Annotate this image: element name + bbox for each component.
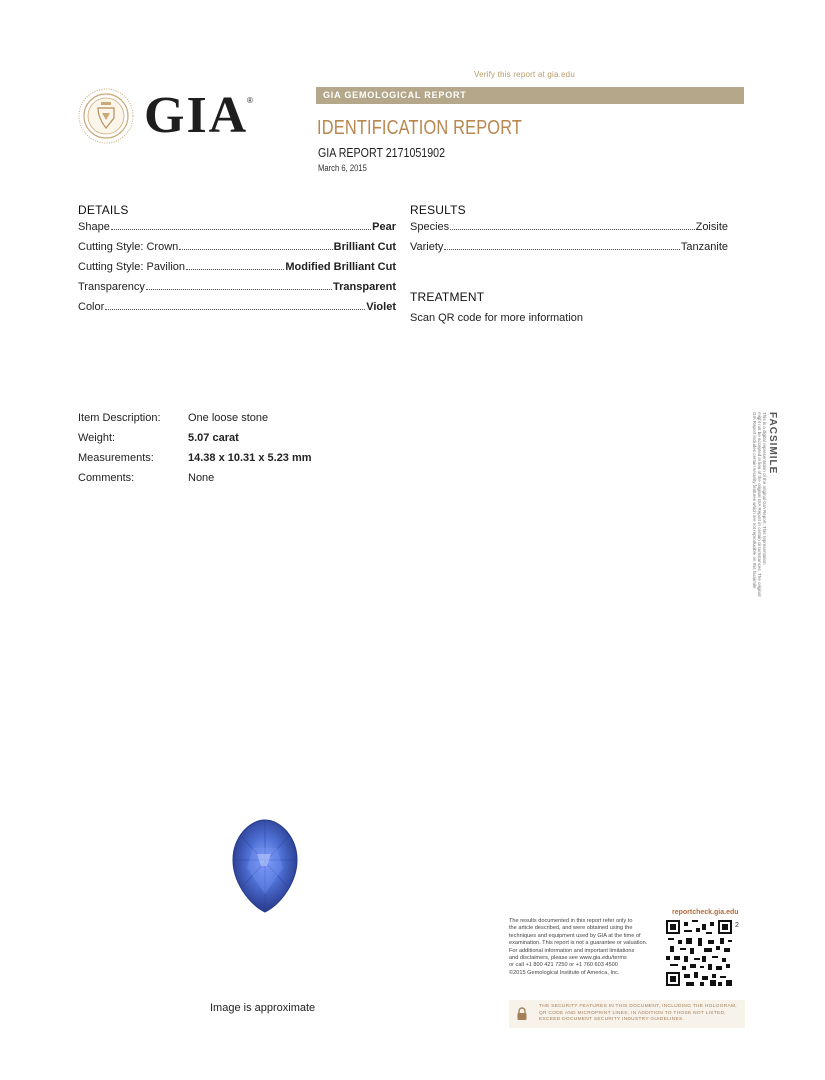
facsimile-line-1: This is a digital representation of the original GIA Report. This representation xyxy=(762,412,767,565)
treatment-text: Scan QR code for more information xyxy=(410,312,584,324)
facsimile-line-2: might not be accepted in lieu of the original GIA Report in certain circumstances. The original xyxy=(757,412,762,597)
treatment-heading: TREATMENT xyxy=(410,290,485,304)
registered-mark: ® xyxy=(247,96,253,105)
legal-line: For additional information and important limitations xyxy=(509,947,635,954)
qr-version-number: 2 xyxy=(735,922,739,929)
legal-line: the article described, and were obtained using the xyxy=(509,925,633,932)
security-notice-text: THE SECURITY FEATURES IN THIS DOCUMENT, INCLUDING THE HOLOGRAM, QR CODE AND MICROPRINT LINES, IN ADDITION TO THOSE NOT LISTED, EXCEED DOCUMENT SECURITY INDUSTRY GUIDELINES. xyxy=(539,1004,737,1023)
details-row-color: Color Violet xyxy=(78,301,396,313)
details-section xyxy=(78,203,396,321)
item-row-comments: Comments: None xyxy=(78,472,215,484)
report-title: IDENTIFICATION REPORT xyxy=(317,117,523,139)
legal-line: examination. This report is not a guarantee or valuation. xyxy=(509,940,648,947)
item-info xyxy=(78,412,312,492)
legal-line: techniques and equipment used by GIA at the time of xyxy=(509,932,641,939)
gia-seal-icon xyxy=(78,88,134,144)
facsimile-line-3: GIA Report includes certain security features which are not reproducible on this facsimile xyxy=(752,412,757,589)
security-notice xyxy=(509,1000,745,1028)
facsimile-word: FACSIMILE xyxy=(767,412,778,475)
legal-line: ©2015 Gemological Institute of America, Inc. xyxy=(509,969,620,976)
item-row-description: Item Description: One loose stone xyxy=(78,412,269,424)
verify-link-text[interactable]: Verify this report at gia.edu xyxy=(474,70,575,79)
results-section xyxy=(410,203,728,261)
report-type-bar xyxy=(316,87,744,104)
legal-line: or call +1 800 421 7250 or +1 760 603 4500 xyxy=(509,962,618,969)
results-heading: RESULTS xyxy=(410,203,466,217)
lock-icon xyxy=(515,1007,529,1021)
details-row-pavilion: Cutting Style: Pavilion Modified Brilliant Cut xyxy=(78,261,396,273)
legal-disclaimer xyxy=(509,918,663,977)
report-number: GIA REPORT 2171051902 xyxy=(318,145,446,160)
qr-code-icon[interactable] xyxy=(666,920,732,986)
reportcheck-link[interactable]: reportcheck.gia.edu xyxy=(672,909,739,916)
legal-line: The results documented in this report refer only to xyxy=(509,918,633,924)
image-caption: Image is approximate xyxy=(210,1002,316,1014)
facsimile-notice xyxy=(752,412,778,692)
item-row-measurements: Measurements: 14.38 x 10.31 x 5.23 mm xyxy=(78,452,312,464)
item-row-weight: Weight: 5.07 carat xyxy=(78,432,239,444)
details-row-shape: Shape Pear xyxy=(78,221,396,233)
treatment-section xyxy=(410,290,730,324)
report-type-label: GIA GEMOLOGICAL REPORT xyxy=(323,90,467,100)
details-heading: DETAILS xyxy=(78,203,129,217)
results-row-variety: Variety Tanzanite xyxy=(410,241,728,253)
report-date: March 6, 2015 xyxy=(318,163,367,173)
results-row-species: Species Zoisite xyxy=(410,221,728,233)
details-row-crown: Cutting Style: Crown Brilliant Cut xyxy=(78,241,396,253)
details-row-transparency: Transparency Transparent xyxy=(78,281,396,293)
gemstone-image xyxy=(231,818,299,914)
gia-logo: GIA xyxy=(144,87,249,144)
legal-line: and disclaimers, please see www.gia.edu/terms xyxy=(509,955,627,962)
